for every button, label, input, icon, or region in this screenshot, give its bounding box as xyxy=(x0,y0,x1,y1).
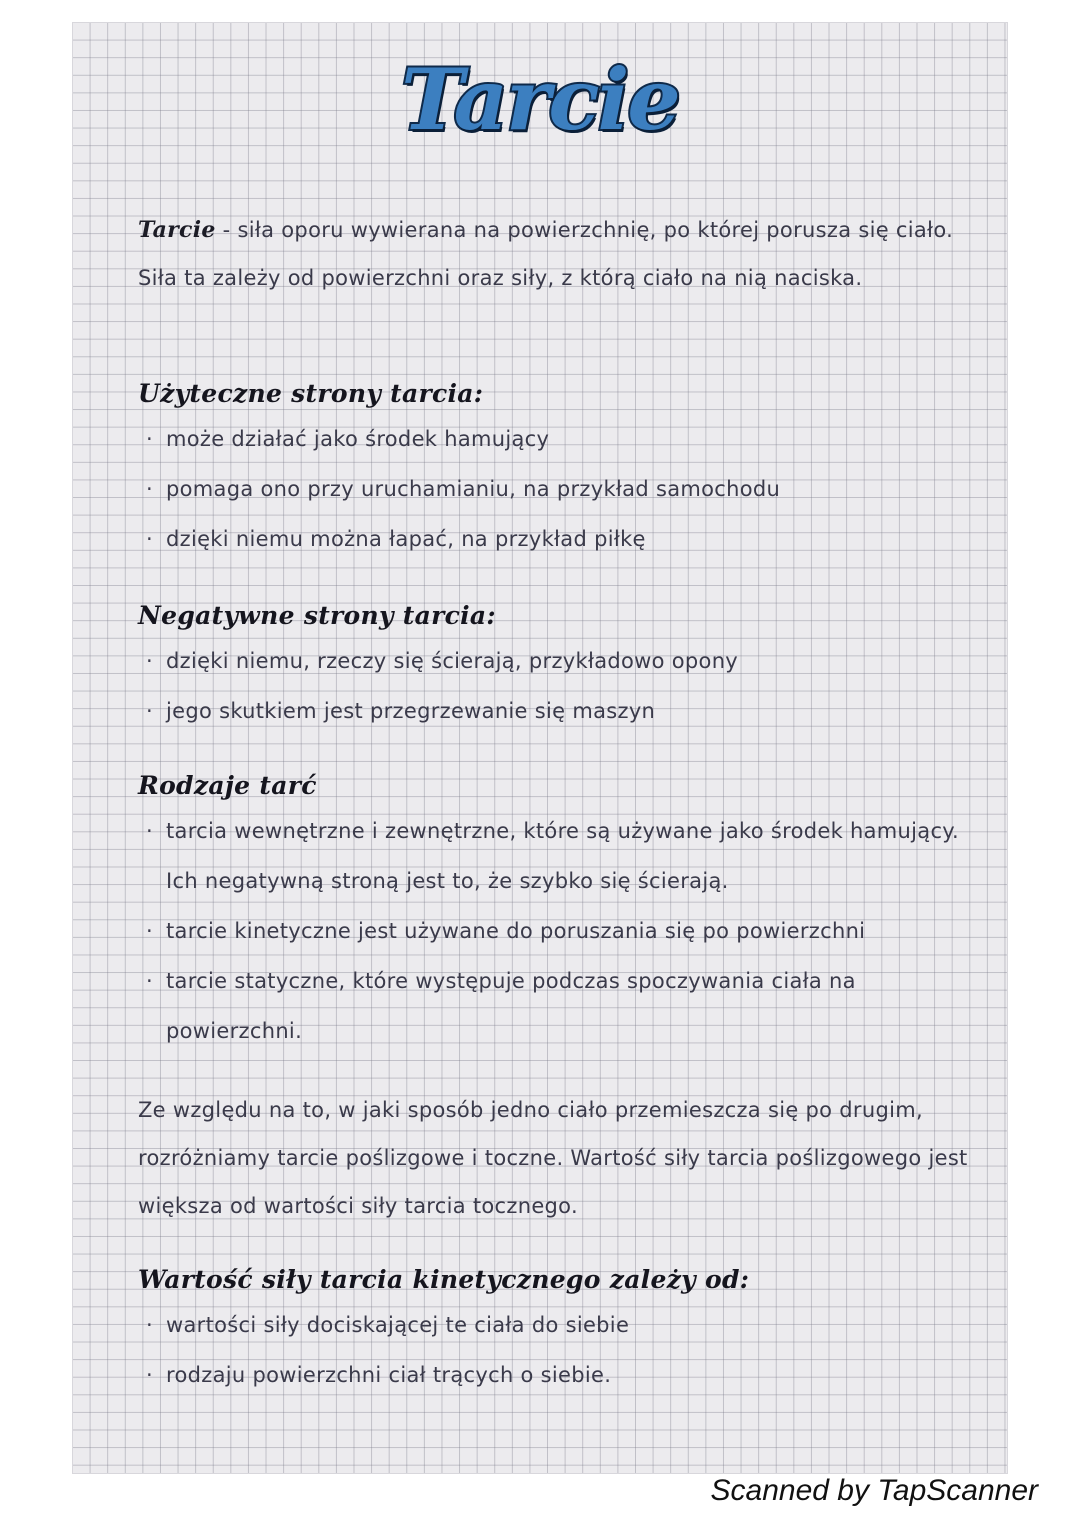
types-list xyxy=(138,806,978,1056)
list-item: · tarcie statyczne, które występuje podczas spoczywania ciała na powierzchni. xyxy=(138,956,978,1056)
types-section xyxy=(138,766,978,1056)
definition-term: Tarcie xyxy=(138,217,216,243)
list-item: · dzięki niemu, rzeczy się ścierają, przykładowo opony xyxy=(138,636,978,686)
bullet-dot: · xyxy=(146,427,153,451)
bullet-dot: · xyxy=(146,477,153,501)
list-item: · tarcia wewnętrzne i zewnętrzne, które są używane jako środek hamujący. Ich negatywną stroną jest to, że szybko się ścierają. xyxy=(138,806,978,906)
list-item: · tarcie kinetyczne jest używane do poruszania się po powierzchni xyxy=(138,906,978,956)
rolling-paragraph: Ze względu na to, w jaki sposób jedno ciało przemieszcza się po drugim, rozróżniamy tarcie poślizgowe i toczne. Wartość siły tarcia poślizgowego jest większa od wartości siły tarcia tocznego. xyxy=(138,1098,968,1218)
kinetic-heading: Wartość siły tarcia kinetycznego zależy od: xyxy=(138,1265,750,1294)
useful-list xyxy=(138,414,978,564)
list-item: · rodzaju powierzchni ciał trących o siebie. xyxy=(138,1350,978,1400)
types-heading: Rodzaje tarć xyxy=(138,771,317,800)
negative-list xyxy=(138,636,978,736)
definition-text: - siła oporu wywierana na powierzchnię, po której porusza się ciało. Siła ta zależy od powierzchni oraz siły, z którą ciało na nią naciska. xyxy=(138,218,954,290)
definition-paragraph xyxy=(138,206,978,302)
bullet-dot: · xyxy=(146,649,153,673)
negative-heading: Negatywne strony tarcia: xyxy=(138,601,496,630)
bullet-dot: · xyxy=(146,919,153,943)
negative-section xyxy=(138,596,978,736)
scanner-watermark: Scanned by TapScanner xyxy=(710,1474,1038,1507)
list-item: · pomaga ono przy uruchamianiu, na przykład samochodu xyxy=(138,464,978,514)
list-item: · dzięki niemu można łapać, na przykład piłkę xyxy=(138,514,978,564)
list-item: · jego skutkiem jest przegrzewanie się maszyn xyxy=(138,686,978,736)
bullet-dot: · xyxy=(146,1363,153,1387)
list-item: · wartości siły dociskającej te ciała do siebie xyxy=(138,1300,978,1350)
bullet-dot: · xyxy=(146,819,153,843)
notebook-page xyxy=(72,22,1008,1474)
kinetic-section xyxy=(138,1260,978,1400)
rolling-section xyxy=(138,1086,978,1230)
list-item: · może działać jako środek hamujący xyxy=(138,414,978,464)
page-title: Tarcie xyxy=(401,50,679,149)
bullet-dot: · xyxy=(146,699,153,723)
definition-section xyxy=(138,206,978,302)
bullet-dot: · xyxy=(146,1313,153,1337)
kinetic-list xyxy=(138,1300,978,1400)
bullet-dot: · xyxy=(146,969,153,993)
bullet-dot: · xyxy=(146,527,153,551)
useful-heading: Użyteczne strony tarcia: xyxy=(138,379,484,408)
useful-section xyxy=(138,374,978,564)
